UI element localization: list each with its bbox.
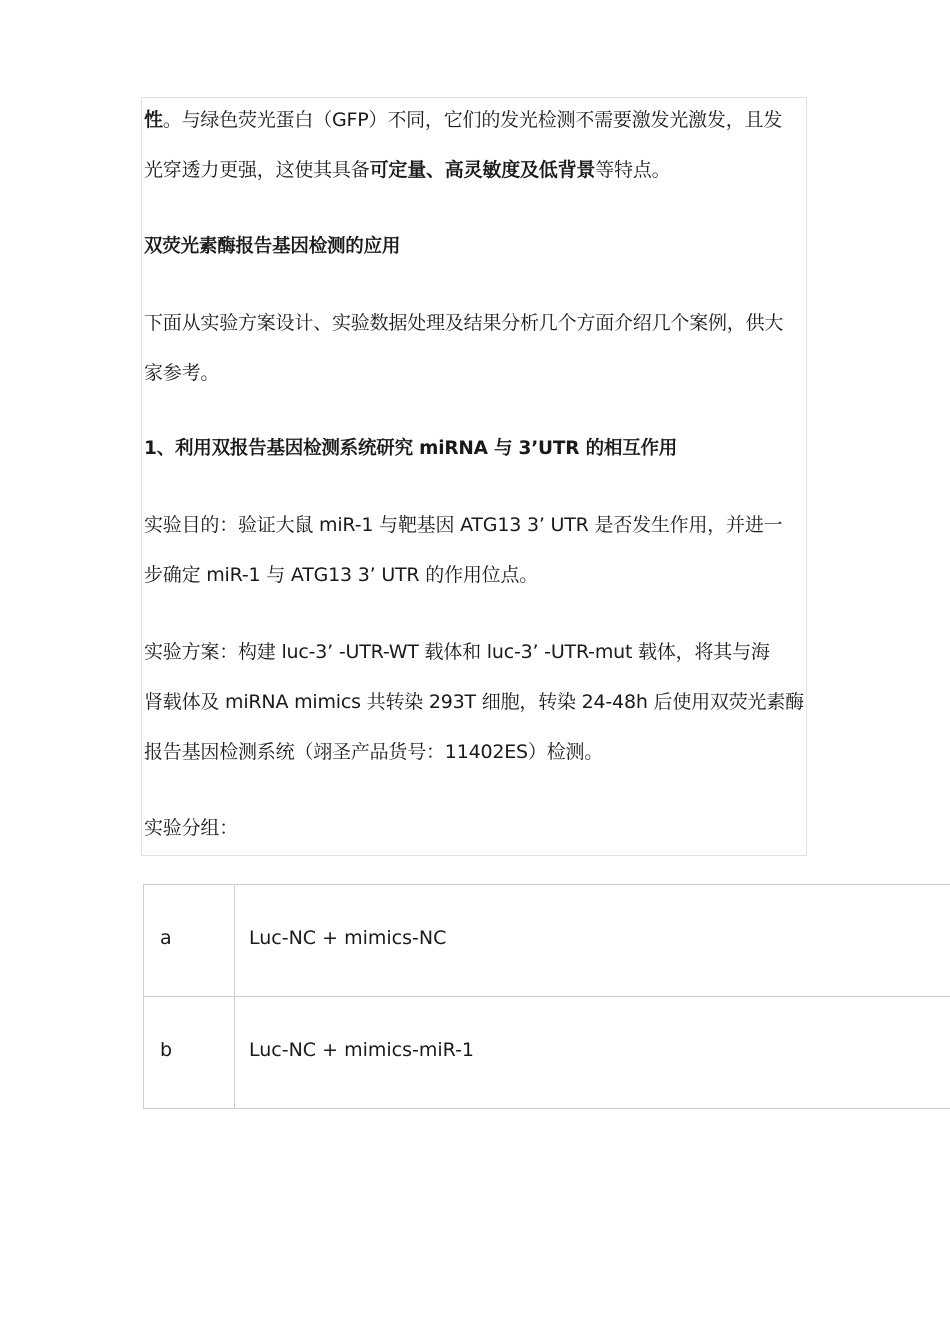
section-heading: 双荧光素酶报告基因检测的应用 [144, 236, 401, 257]
table-cell-value [235, 885, 950, 996]
cell-text: Luc-NC + mimics-miR-1 [249, 1039, 475, 1061]
table-cell-key [144, 885, 235, 996]
paragraph-1-line-2 [144, 157, 670, 183]
paragraph-4-line-2: 肾载体及 miRNA mimics 共转染 293T 细胞，转染 24-48h 后使用双荧光素酶 [144, 691, 804, 713]
bold-text: 可定量、高灵敏度及低背景 [369, 159, 596, 181]
paragraph-3-line-1: 实验目的：验证大鼠 miR-1 与靶基因 ATG13 3’ UTR 是否发生作用，并进一 [144, 514, 783, 536]
bold-text: 性 [144, 109, 163, 131]
table-cell-value [235, 997, 950, 1108]
cell-text: a [160, 927, 172, 949]
paragraph-5: 实验分组： [144, 817, 239, 839]
groups-table [143, 884, 950, 1109]
cell-text: Luc-NC + mimics-NC [249, 927, 447, 949]
table-row [143, 885, 950, 997]
table-cell-key [144, 997, 235, 1108]
paragraph-4-line-1: 实验方案：构建 luc-3’ -UTR-WT 载体和 luc-3’ -UTR-mut 载体，将其与海 [144, 641, 770, 663]
paragraph-2-line-2: 家参考。 [144, 362, 220, 384]
paragraph-4-line-3: 报告基因检测系统（翊圣产品货号：11402ES）检测。 [144, 741, 604, 763]
text: 等特点。 [595, 159, 671, 181]
text: 。与绿色荧光蛋白（GFP）不同，它们的发光检测不需要激发光激发，且发 [162, 109, 783, 131]
table-row [143, 997, 950, 1109]
subsection-heading: 1、利用双报告基因检测系统研究 miRNA 与 3’UTR 的相互作用 [144, 438, 678, 459]
paragraph-2-line-1: 下面从实验方案设计、实验数据处理及结果分析几个方面介绍几个案例，供大 [144, 312, 784, 334]
paragraph-1-line-1 [144, 107, 782, 133]
paragraph-3-line-2: 步确定 miR-1 与 ATG13 3’ UTR 的作用位点。 [144, 564, 539, 586]
cell-text: b [160, 1039, 173, 1061]
text: 光穿透力更强，这使其具备 [144, 159, 370, 181]
